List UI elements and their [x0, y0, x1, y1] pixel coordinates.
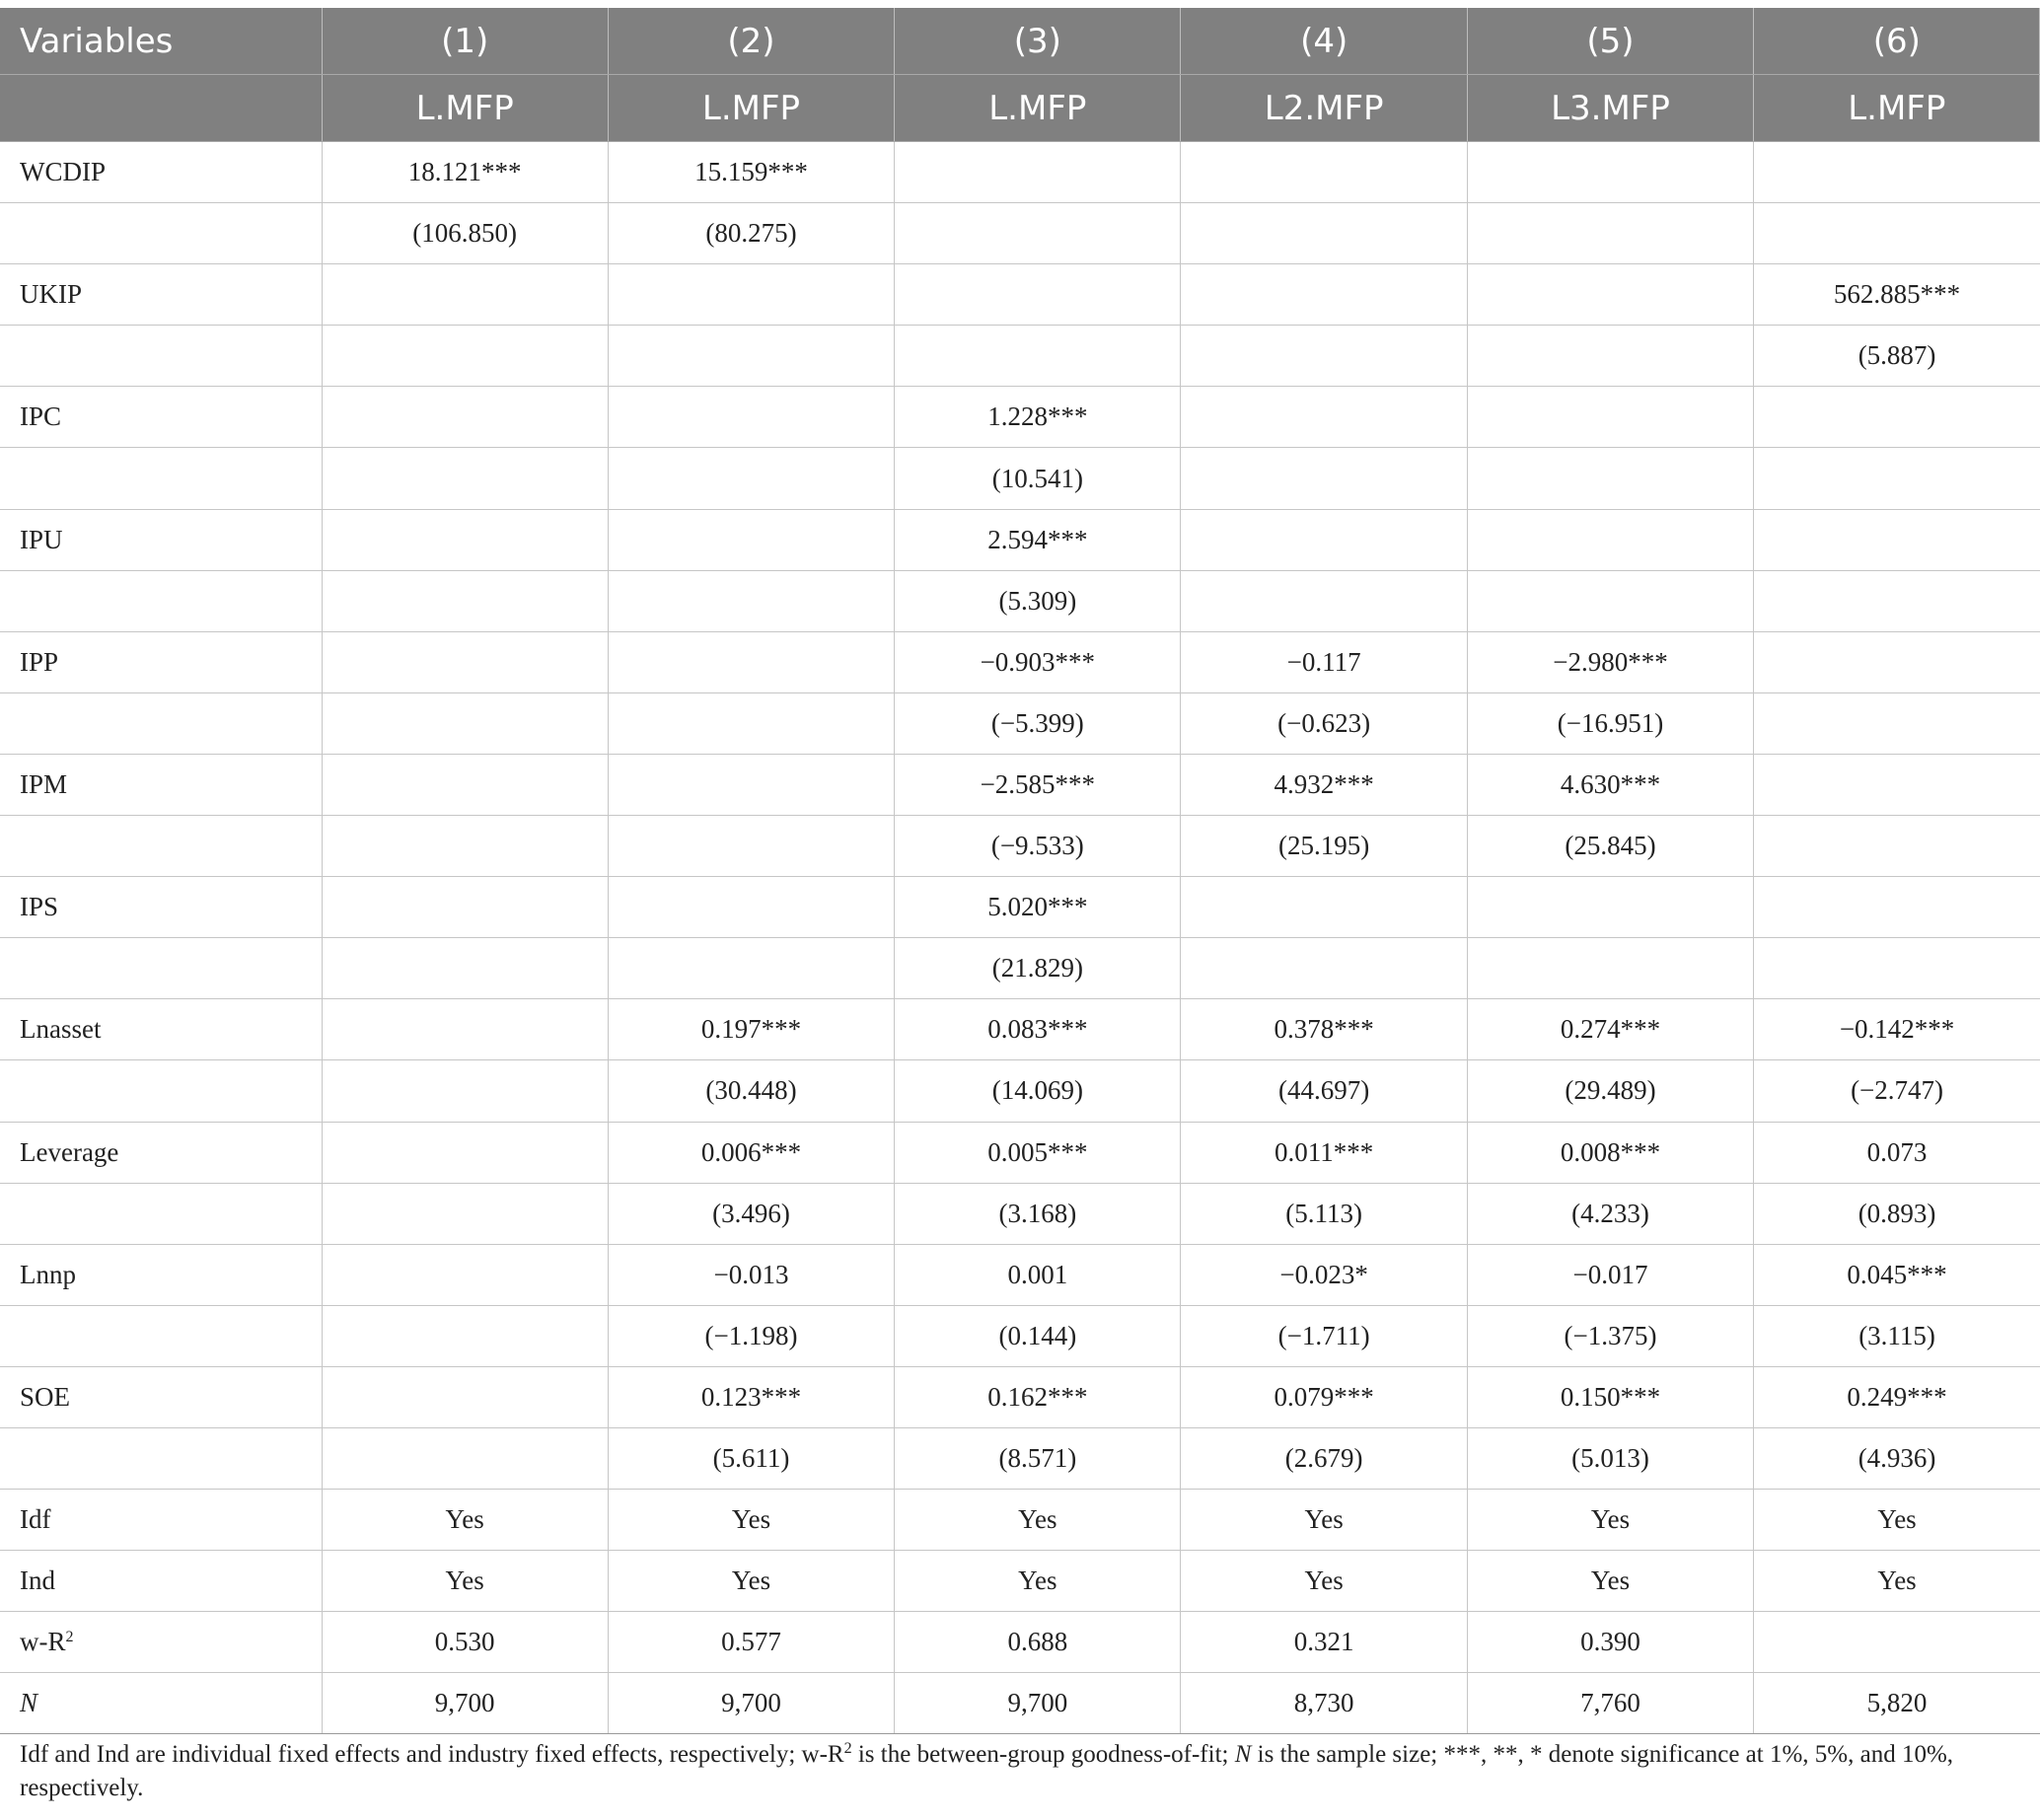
coefficient-cell: −0.142*** — [1754, 999, 2040, 1060]
variable-name-cell: Lnnp — [0, 1244, 322, 1305]
coefficient-cell: 0.378*** — [1181, 999, 1467, 1060]
blank-label-cell — [0, 938, 322, 999]
t-statistic-row — [0, 1060, 2040, 1122]
coefficient-row — [0, 509, 2040, 570]
coefficient-cell — [1754, 631, 2040, 692]
t-statistic-cell — [1467, 326, 1753, 387]
coefficient-row — [0, 754, 2040, 815]
t-statistic-cell — [322, 692, 608, 754]
fixed-effects-cell: Yes — [895, 1551, 1181, 1612]
coefficient-cell: −0.013 — [608, 1244, 894, 1305]
t-statistic-cell: (−1.375) — [1467, 1305, 1753, 1366]
coefficient-cell — [322, 387, 608, 448]
coefficient-cell — [1467, 142, 1753, 203]
t-statistic-cell: (2.679) — [1181, 1427, 1467, 1489]
coefficient-cell: −0.023* — [1181, 1244, 1467, 1305]
blank-label-cell — [0, 692, 322, 754]
t-statistic-cell — [608, 326, 894, 387]
dependent-variable-header: L3.MFP — [1467, 75, 1753, 142]
coefficient-row — [0, 142, 2040, 203]
coefficient-cell: 0.197*** — [608, 999, 894, 1060]
table-note — [20, 1738, 2022, 1805]
coefficient-cell: 0.123*** — [608, 1366, 894, 1427]
column-number: (2) — [608, 8, 894, 75]
t-statistic-cell: (44.697) — [1181, 1060, 1467, 1122]
t-statistic-cell: (3.168) — [895, 1183, 1181, 1244]
r-squared-label — [0, 1612, 322, 1673]
dependent-variable-header: L.MFP — [608, 75, 894, 142]
column-number: (6) — [1754, 8, 2040, 75]
coefficient-cell: 0.073 — [1754, 1122, 2040, 1183]
t-statistic-cell — [1754, 938, 2040, 999]
blank-label-cell — [0, 326, 322, 387]
variable-name-cell: UKIP — [0, 264, 322, 326]
variable-name-cell: IPC — [0, 387, 322, 448]
sample-size-symbol: N — [20, 1688, 38, 1718]
coefficient-row — [0, 387, 2040, 448]
t-statistic-row — [0, 448, 2040, 509]
coefficient-row — [0, 1366, 2040, 1427]
column-number: (4) — [1181, 8, 1467, 75]
variable-name-cell: IPS — [0, 877, 322, 938]
coefficient-cell: −2.585*** — [895, 754, 1181, 815]
t-statistic-cell — [1754, 203, 2040, 264]
coefficient-cell — [1181, 387, 1467, 448]
note-text-part1: Idf and Ind are individual fixed effects and industry fixed effects, respectively; w-R — [20, 1741, 844, 1768]
coefficient-cell — [1181, 264, 1467, 326]
table-body — [0, 142, 2040, 1734]
coefficient-cell: 0.249*** — [1754, 1366, 2040, 1427]
variable-name-cell: WCDIP — [0, 142, 322, 203]
fixed-effects-cell: Yes — [608, 1551, 894, 1612]
dependent-variable-header: L2.MFP — [1181, 75, 1467, 142]
coefficient-cell — [1754, 877, 2040, 938]
coefficient-cell: 562.885*** — [1754, 264, 2040, 326]
blank-label-cell — [0, 1060, 322, 1122]
coefficient-cell: 0.150*** — [1467, 1366, 1753, 1427]
t-statistic-cell — [322, 448, 608, 509]
t-statistic-cell — [1181, 448, 1467, 509]
t-statistic-cell — [322, 1427, 608, 1489]
r-squared-cell: 0.390 — [1467, 1612, 1753, 1673]
fixed-effects-cell: Yes — [1181, 1551, 1467, 1612]
coefficient-cell: 0.001 — [895, 1244, 1181, 1305]
fixed-effects-cell: Yes — [322, 1551, 608, 1612]
t-statistic-cell — [608, 816, 894, 877]
t-statistic-cell — [608, 448, 894, 509]
blank-label-cell — [0, 448, 322, 509]
note-text-part3: is the sample size; ***, **, * denote significance at 1%, 5%, and 10%, respectively. — [20, 1741, 1954, 1801]
r-squared-row — [0, 1612, 2040, 1673]
t-statistic-cell: (4.936) — [1754, 1427, 2040, 1489]
t-statistic-row — [0, 326, 2040, 387]
t-statistic-cell — [1467, 203, 1753, 264]
fixed-effects-cell: Yes — [1181, 1490, 1467, 1551]
coefficient-cell: 0.005*** — [895, 1122, 1181, 1183]
fixed-effects-row — [0, 1551, 2040, 1612]
r-squared-cell: 0.688 — [895, 1612, 1181, 1673]
blank-label-cell — [0, 1427, 322, 1489]
fixed-effects-cell: Yes — [1754, 1551, 2040, 1612]
coefficient-row — [0, 1244, 2040, 1305]
coefficient-cell: 0.006*** — [608, 1122, 894, 1183]
column-number: (1) — [322, 8, 608, 75]
t-statistic-cell: (−0.623) — [1181, 692, 1467, 754]
t-statistic-cell: (5.013) — [1467, 1427, 1753, 1489]
t-statistic-cell — [608, 692, 894, 754]
t-statistic-cell — [322, 1183, 608, 1244]
t-statistic-cell — [895, 326, 1181, 387]
t-statistic-row — [0, 816, 2040, 877]
coefficient-cell — [1754, 509, 2040, 570]
t-statistic-cell — [1181, 203, 1467, 264]
r-squared-label-text: w-R — [20, 1627, 66, 1657]
fixed-effects-label: Ind — [0, 1551, 322, 1612]
variable-name-cell: SOE — [0, 1366, 322, 1427]
coefficient-cell: −2.980*** — [1467, 631, 1753, 692]
t-statistic-row — [0, 203, 2040, 264]
t-statistic-cell — [608, 570, 894, 631]
fixed-effects-cell: Yes — [1467, 1551, 1753, 1612]
t-statistic-cell: (14.069) — [895, 1060, 1181, 1122]
t-statistic-cell: (21.829) — [895, 938, 1181, 999]
header-row-numbers — [0, 8, 2040, 75]
table-header — [0, 8, 2040, 142]
note-text-part2: is the between-group goodness-of-fit; — [851, 1741, 1235, 1768]
coefficient-row — [0, 264, 2040, 326]
fixed-effects-label: Idf — [0, 1490, 322, 1551]
t-statistic-row — [0, 570, 2040, 631]
t-statistic-cell: (10.541) — [895, 448, 1181, 509]
coefficient-cell — [1181, 509, 1467, 570]
coefficient-cell: 0.083*** — [895, 999, 1181, 1060]
note-superscript: 2 — [843, 1740, 852, 1757]
t-statistic-cell — [322, 326, 608, 387]
t-statistic-row — [0, 692, 2040, 754]
t-statistic-cell — [1754, 692, 2040, 754]
r-squared-cell: 0.530 — [322, 1612, 608, 1673]
regression-table — [0, 8, 2040, 1734]
sample-size-cell: 9,700 — [895, 1673, 1181, 1734]
t-statistic-cell: (30.448) — [608, 1060, 894, 1122]
coefficient-cell — [322, 1366, 608, 1427]
t-statistic-cell — [1181, 938, 1467, 999]
t-statistic-cell: (−1.711) — [1181, 1305, 1467, 1366]
fixed-effects-row — [0, 1490, 2040, 1551]
coefficient-cell — [895, 264, 1181, 326]
r-squared-cell: 0.321 — [1181, 1612, 1467, 1673]
coefficient-cell: 0.079*** — [1181, 1366, 1467, 1427]
coefficient-cell — [1181, 877, 1467, 938]
t-statistic-row — [0, 1427, 2040, 1489]
coefficient-cell — [322, 1122, 608, 1183]
variable-name-cell: IPP — [0, 631, 322, 692]
column-number: (3) — [895, 8, 1181, 75]
t-statistic-cell — [322, 1060, 608, 1122]
coefficient-cell: 2.594*** — [895, 509, 1181, 570]
coefficient-cell: 1.228*** — [895, 387, 1181, 448]
coefficient-cell — [608, 264, 894, 326]
coefficient-cell: 0.008*** — [1467, 1122, 1753, 1183]
t-statistic-cell: (−9.533) — [895, 816, 1181, 877]
t-statistic-cell — [1181, 570, 1467, 631]
coefficient-cell — [608, 754, 894, 815]
coefficient-cell — [322, 1244, 608, 1305]
variable-name-cell: IPU — [0, 509, 322, 570]
blank-label-cell — [0, 1305, 322, 1366]
r-squared-superscript: 2 — [65, 1629, 74, 1646]
t-statistic-cell: (80.275) — [608, 203, 894, 264]
t-statistic-cell — [322, 570, 608, 631]
t-statistic-cell — [608, 938, 894, 999]
coefficient-cell — [322, 877, 608, 938]
t-statistic-cell: (106.850) — [322, 203, 608, 264]
coefficient-cell — [895, 142, 1181, 203]
header-blank-cell — [0, 75, 322, 142]
t-statistic-cell: (29.489) — [1467, 1060, 1753, 1122]
t-statistic-cell — [1754, 816, 2040, 877]
t-statistic-cell: (3.496) — [608, 1183, 894, 1244]
blank-label-cell — [0, 570, 322, 631]
coefficient-cell — [608, 509, 894, 570]
coefficient-cell — [1467, 264, 1753, 326]
t-statistic-cell — [1467, 448, 1753, 509]
t-statistic-row — [0, 1305, 2040, 1366]
coefficient-cell: 0.274*** — [1467, 999, 1753, 1060]
fixed-effects-cell: Yes — [1467, 1490, 1753, 1551]
t-statistic-cell: (8.571) — [895, 1427, 1181, 1489]
dependent-variable-header: L.MFP — [1754, 75, 2040, 142]
t-statistic-row — [0, 938, 2040, 999]
r-squared-cell: 0.577 — [608, 1612, 894, 1673]
coefficient-cell — [608, 877, 894, 938]
coefficient-cell — [1754, 754, 2040, 815]
t-statistic-cell: (3.115) — [1754, 1305, 2040, 1366]
dependent-variable-header: L.MFP — [895, 75, 1181, 142]
column-number: (5) — [1467, 8, 1753, 75]
t-statistic-cell: (−16.951) — [1467, 692, 1753, 754]
t-statistic-cell: (4.233) — [1467, 1183, 1753, 1244]
coefficient-cell — [322, 509, 608, 570]
fixed-effects-cell: Yes — [895, 1490, 1181, 1551]
t-statistic-cell — [322, 816, 608, 877]
t-statistic-cell: (5.611) — [608, 1427, 894, 1489]
sample-size-label — [0, 1673, 322, 1734]
sample-size-cell: 7,760 — [1467, 1673, 1753, 1734]
coefficient-cell — [608, 387, 894, 448]
variables-header: Variables — [0, 8, 322, 75]
t-statistic-cell: (25.195) — [1181, 816, 1467, 877]
t-statistic-cell — [1467, 938, 1753, 999]
t-statistic-cell — [322, 1305, 608, 1366]
t-statistic-cell: (5.309) — [895, 570, 1181, 631]
variable-name-cell: IPM — [0, 754, 322, 815]
blank-label-cell — [0, 816, 322, 877]
t-statistic-cell: (0.893) — [1754, 1183, 2040, 1244]
coefficient-cell — [1181, 142, 1467, 203]
t-statistic-cell — [1754, 570, 2040, 631]
coefficient-cell: −0.017 — [1467, 1244, 1753, 1305]
sample-size-cell: 5,820 — [1754, 1673, 2040, 1734]
coefficient-cell: 0.162*** — [895, 1366, 1181, 1427]
blank-label-cell — [0, 1183, 322, 1244]
coefficient-row — [0, 631, 2040, 692]
r-squared-cell — [1754, 1612, 2040, 1673]
coefficient-cell — [1754, 387, 2040, 448]
variable-name-cell: Leverage — [0, 1122, 322, 1183]
fixed-effects-cell: Yes — [1754, 1490, 2040, 1551]
coefficient-cell — [1754, 142, 2040, 203]
coefficient-cell: 5.020*** — [895, 877, 1181, 938]
t-statistic-cell — [1181, 326, 1467, 387]
coefficient-cell: 18.121*** — [322, 142, 608, 203]
t-statistic-cell: (0.144) — [895, 1305, 1181, 1366]
t-statistic-cell — [895, 203, 1181, 264]
coefficient-cell: 15.159*** — [608, 142, 894, 203]
sample-size-row — [0, 1673, 2040, 1734]
coefficient-cell — [322, 999, 608, 1060]
coefficient-cell — [322, 631, 608, 692]
sample-size-cell: 9,700 — [322, 1673, 608, 1734]
coefficient-cell: −0.117 — [1181, 631, 1467, 692]
coefficient-cell — [1467, 509, 1753, 570]
t-statistic-cell: (5.887) — [1754, 326, 2040, 387]
t-statistic-cell: (5.113) — [1181, 1183, 1467, 1244]
coefficient-cell: 4.630*** — [1467, 754, 1753, 815]
note-n-symbol: N — [1234, 1741, 1252, 1768]
coefficient-cell: −0.903*** — [895, 631, 1181, 692]
sample-size-cell: 8,730 — [1181, 1673, 1467, 1734]
t-statistic-cell: (−1.198) — [608, 1305, 894, 1366]
coefficient-row — [0, 1122, 2040, 1183]
t-statistic-cell — [1467, 570, 1753, 631]
coefficient-cell: 0.045*** — [1754, 1244, 2040, 1305]
t-statistic-cell: (25.845) — [1467, 816, 1753, 877]
coefficient-row — [0, 877, 2040, 938]
t-statistic-cell: (−5.399) — [895, 692, 1181, 754]
coefficient-cell — [1467, 877, 1753, 938]
t-statistic-cell: (−2.747) — [1754, 1060, 2040, 1122]
t-statistic-row — [0, 1183, 2040, 1244]
fixed-effects-cell: Yes — [322, 1490, 608, 1551]
variable-name-cell: Lnasset — [0, 999, 322, 1060]
fixed-effects-cell: Yes — [608, 1490, 894, 1551]
coefficient-cell — [608, 631, 894, 692]
coefficient-cell — [322, 754, 608, 815]
header-row-dependent — [0, 75, 2040, 142]
coefficient-cell — [322, 264, 608, 326]
t-statistic-cell — [322, 938, 608, 999]
coefficient-cell: 4.932*** — [1181, 754, 1467, 815]
coefficient-row — [0, 999, 2040, 1060]
sample-size-cell: 9,700 — [608, 1673, 894, 1734]
coefficient-cell: 0.011*** — [1181, 1122, 1467, 1183]
t-statistic-cell — [1754, 448, 2040, 509]
dependent-variable-header: L.MFP — [322, 75, 608, 142]
blank-label-cell — [0, 203, 322, 264]
coefficient-cell — [1467, 387, 1753, 448]
